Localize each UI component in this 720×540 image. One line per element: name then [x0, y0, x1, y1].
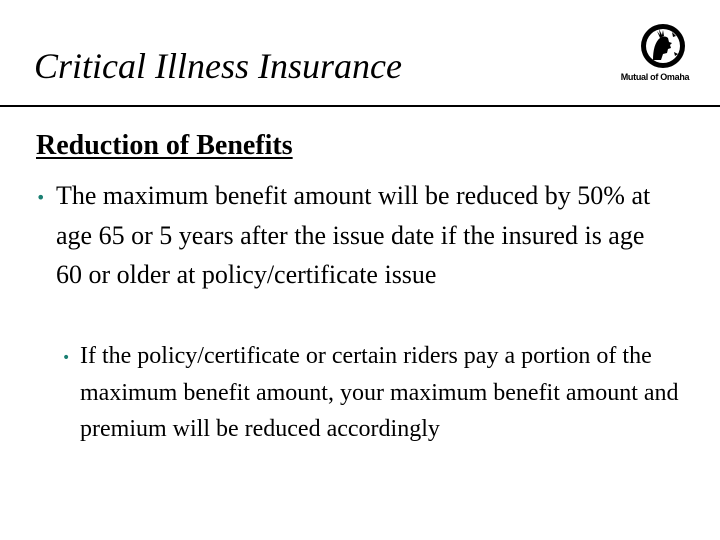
title-divider [0, 105, 720, 107]
bullet-item [36, 176, 676, 295]
indian-head-logo-icon [639, 22, 687, 70]
slide-title: Critical Illness Insurance [34, 46, 402, 86]
section-heading: Reduction of Benefits [36, 130, 293, 161]
sub-bullet-item [62, 338, 682, 448]
company-logo [617, 22, 693, 86]
sub-bullet-text: If the policy/certificate or certain riders pay a portion of the maximum benefit amount, your maximum benefit amount and premium will be reduced accordingly [80, 343, 679, 442]
sub-bullet-dot-icon: • [62, 350, 71, 366]
bullet-text: The maximum benefit amount will be reduced by 50% at age 65 or 5 years after the issue date if the insured is age 60 or older at policy/certificate issue [56, 181, 651, 289]
bullet-dot-icon: • [36, 188, 46, 207]
logo-wordmark: Mutual of Omaha [620, 72, 690, 82]
